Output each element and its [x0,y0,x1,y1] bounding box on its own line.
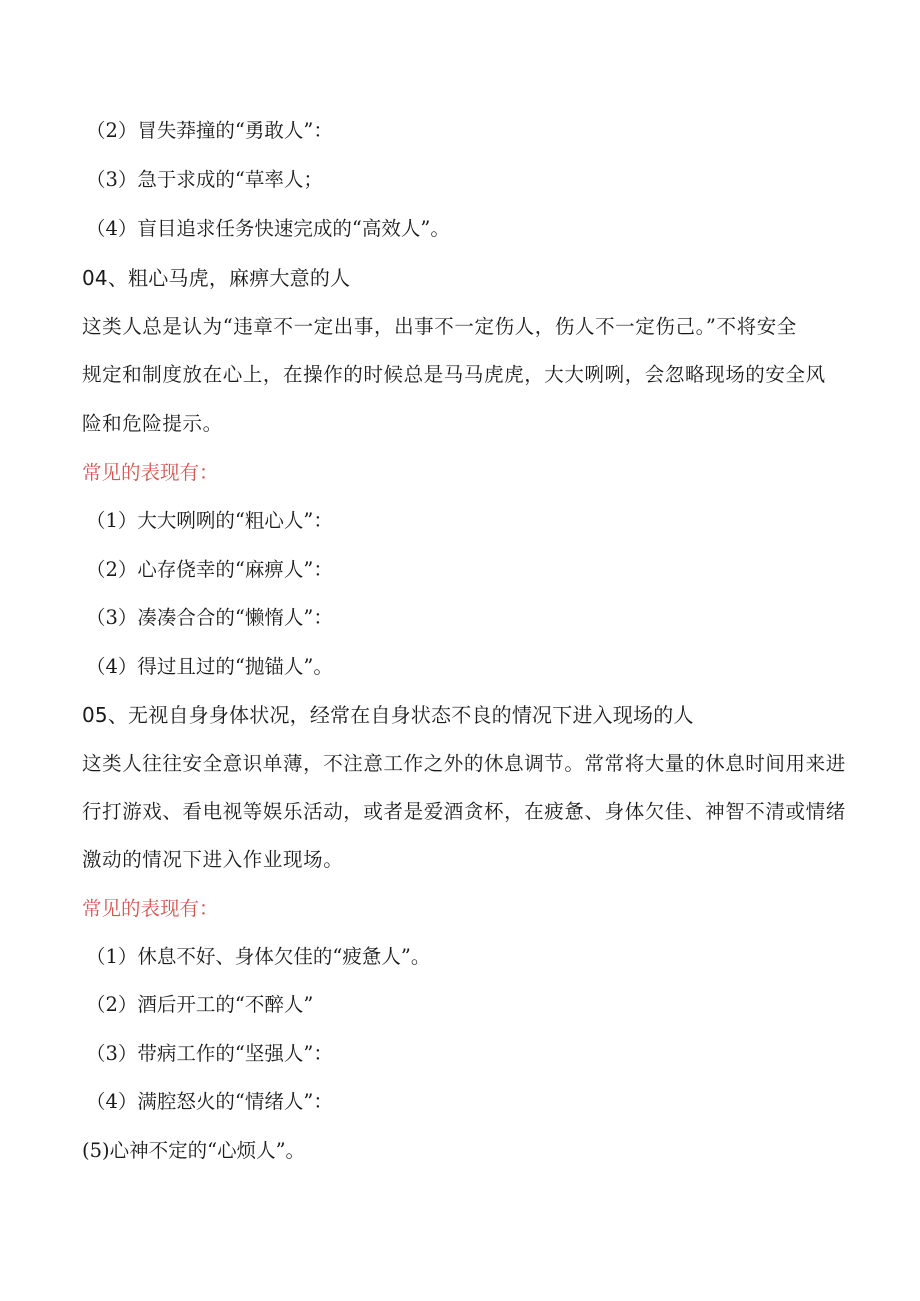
list-item: （2）冒失莽撞的“勇敢人”： [86,119,333,142]
list-item: （2）心存侥幸的“麻痹人”： [86,558,333,581]
list-item: （2）酒后开工的“不醉人” [86,993,314,1016]
paragraph-line: 激动的情况下进入作业现场。 [82,848,344,871]
list-item: （1）大大咧咧的“粗心人”： [86,509,333,532]
list-item: （3）急于求成的“草率人； [86,168,323,191]
list-item: （1）休息不好、身体欠佳的“疲惫人”。 [86,945,431,968]
list-item: （3）凑凑合合的“懒惰人”： [86,606,333,629]
common-label: 常见的表现有： [82,461,219,484]
list-item: （3）带病工作的“坚强人”： [86,1042,333,1065]
paragraph-line: 行打游戏、看电视等娱乐活动，或者是爱酒贪杯，在疲惫、身体欠佳、神智不清或情绪 [82,800,846,823]
section-heading-05: 05、无视自身身体状况，经常在自身状态不良的情况下进入现场的人 [82,703,694,727]
list-item: （4）盲目追求任务快速完成的“高效人”。 [86,217,450,240]
paragraph-line: 险和危险提示。 [82,412,223,435]
list-item: （4）满腔怒火的“情绪人”： [86,1090,333,1113]
paragraph-line: 这类人往往安全意识单薄，不注意工作之外的休息调节。常常将大量的休息时间用来进 [82,752,846,775]
section-heading-04: 04、粗心马虎，麻痹大意的人 [82,266,351,290]
common-label: 常见的表现有： [82,897,219,920]
paragraph-line: 这类人总是认为“违章不一定出事，出事不一定伤人，伤人不一定伤己。”不将安全 [82,315,797,338]
list-item: （4）得过且过的“抛锚人”。 [86,655,333,678]
list-item: (5)心神不定的“心烦人”。 [82,1139,306,1162]
paragraph-line: 规定和制度放在心上，在操作的时候总是马马虎虎，大大咧咧，会忽略现场的安全风 [82,363,826,386]
